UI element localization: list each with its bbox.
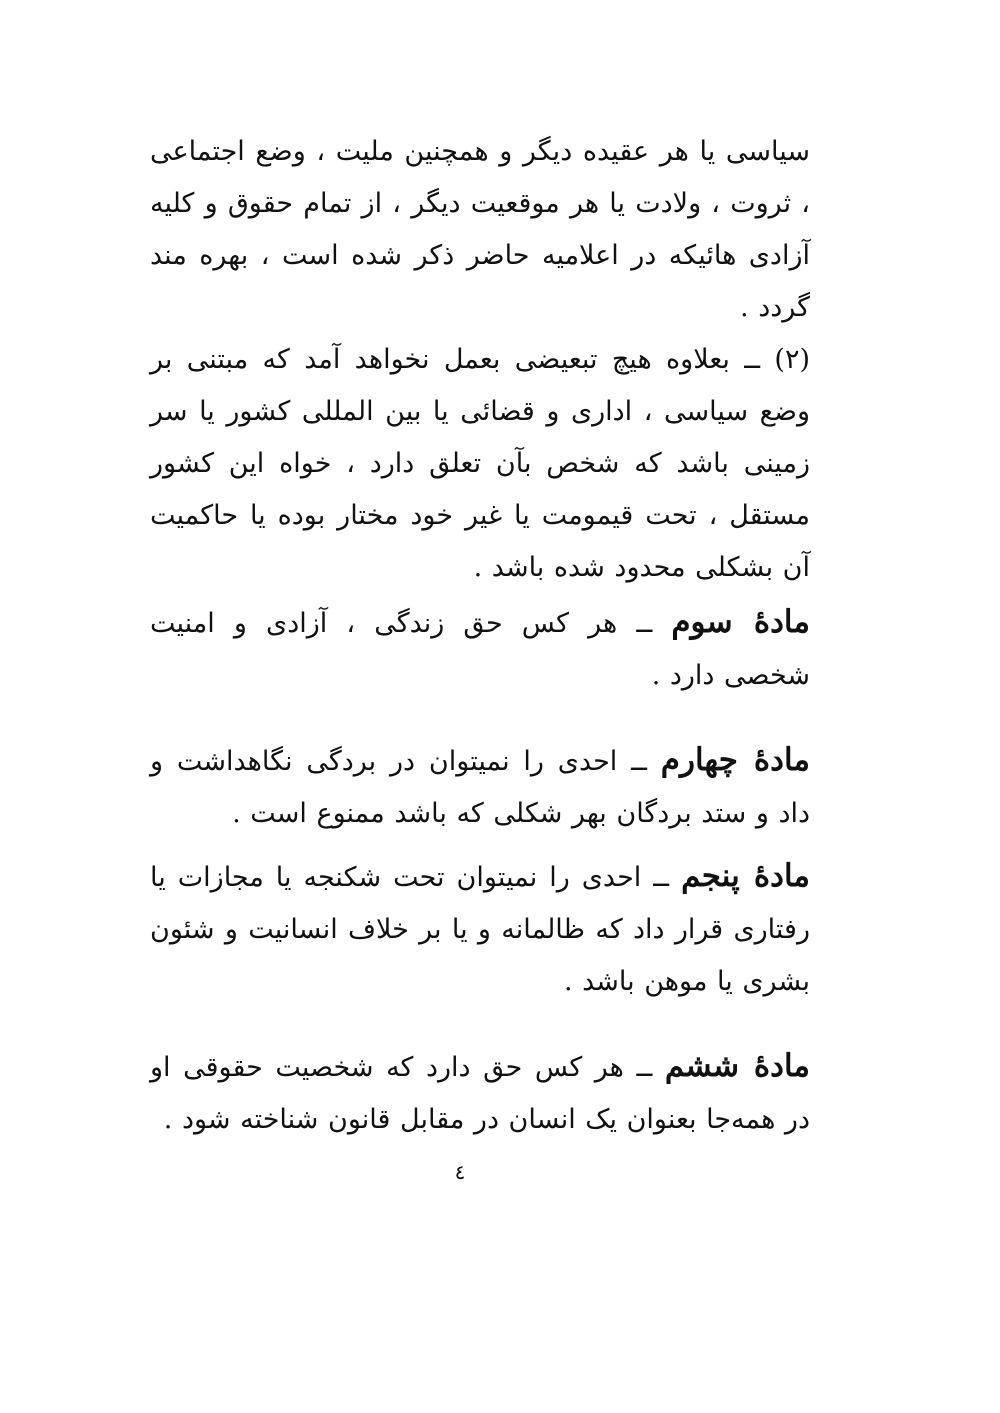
article-text: ــ هر کس حق دارد که شخصیت حقوقی او در همه‌جا بعنوان یک انسان در مقابل قانون شناخته شود . bbox=[150, 1052, 810, 1135]
paragraph-text: (۲) ــ بعلاوه هیچ تبعیضی بعمل نخواهد آمد که مبتنی بر وضع سیاسی ، اداری و قضائی یا بین المللی کشور یا سر زمینی باشد که شخص بآن تعلق دارد ، خواه این کشور مستقل ، تحت قیمومت یا غیر خود مختار بوده یا حاکمیت آن بشکلی محدود شده باشد . bbox=[150, 344, 810, 583]
page-number: ٤ bbox=[454, 1160, 466, 1184]
paragraph-continuation bbox=[150, 126, 810, 334]
article-text: ــ احدی را نمیتوان در بردگی نگاهداشت و داد و ستد بردگان بهر شکلی که باشد ممنوع است . bbox=[150, 746, 810, 829]
article-label: مادهٔ چهارم bbox=[660, 742, 810, 778]
article-six bbox=[150, 1040, 810, 1146]
article-label: مادهٔ پنجم bbox=[681, 858, 810, 894]
article-five bbox=[150, 850, 810, 1008]
article-label: مادهٔ سوم bbox=[671, 604, 810, 640]
paragraph-clause-2 bbox=[150, 334, 810, 594]
article-text: ــ احدی را نمیتوان تحت شکنجه یا مجازات یا رفتاری قرار داد که ظالمانه و یا بر خلاف انسانیت و شئون بشری یا موهن باشد . bbox=[150, 862, 810, 997]
paragraph-text: سیاسی یا هر عقیده دیگر و همچنین ملیت ، وضع اجتماعی ، ثروت ، ولادت یا هر موقعیت دیگر ، از تمام حقوق و کلیه آزادی هائیکه در اعلامیه حاضر ذکر شده است ، بهره مند گردد . bbox=[150, 136, 810, 323]
article-text: ــ هر کس حق زندگی ، آزادی و امنیت شخصی دارد . bbox=[150, 608, 810, 691]
article-three bbox=[150, 596, 810, 702]
article-four bbox=[150, 734, 810, 840]
article-label: مادهٔ ششم bbox=[664, 1048, 810, 1084]
